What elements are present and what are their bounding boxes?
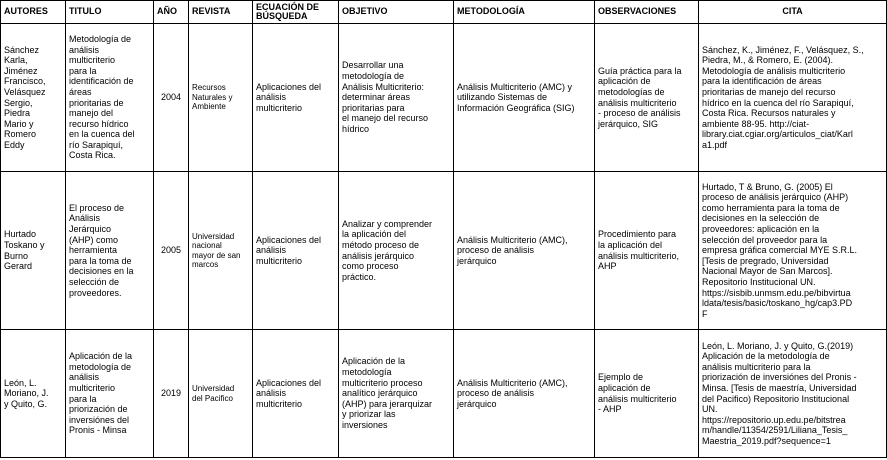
cell-cita: Hurtado, T & Bruno, G. (2005) El proceso de análisis jerárquico (AHP) como herramienta para la toma de decisiones en la selección de proveedores: aplicación en la selección del proveedor para la empresa gráfica comercial MYE S.R.L. [Tesis de pregrado, Universidad Nacional Mayor de San Marcos]. Repositorio Institucional UN. https://sisbib.unmsm.edu.pe/bibvirtua ldata/tesis/basic/toskano_hg/cap3.PD F — [699, 172, 887, 330]
cell-anio: 2004 — [154, 24, 189, 172]
header-cita: CITA — [699, 1, 887, 24]
cell-revista: Universidad nacional mayor de san marcos — [189, 172, 253, 330]
cell-observaciones: Procedimiento para la aplicación del análisis multicriterio, AHP — [595, 172, 699, 330]
header-autores: AUTORES — [1, 1, 66, 24]
cell-anio: 2005 — [154, 172, 189, 330]
cell-autores: Sánchez Karla, Jiménez Francisco, Velásquez Sergio, Piedra Mario y Romero Eddy — [1, 24, 66, 172]
cell-ecuacion: Aplicaciones del análisis multicriterio — [253, 330, 339, 458]
table-row — [1, 330, 887, 458]
cell-cita: Sánchez, K., Jiménez, F., Velásquez, S., Piedra, M., & Romero, E. (2004). Metodología de análisis multicriterio para la identificación de áreas prioritarias de manejo del recurso hídrico en la cuenca del río Sarapiquí, Costa Rica. Recursos naturales y ambiente 88-95. http://ciat- library.ciat.cgiar.org/articulos_ciat/Karl a1.pdf — [699, 24, 887, 172]
cell-metodologia: Análisis Multicriterio (AMC) y utilizando Sistemas de Información Geográfica (SIG) — [454, 24, 595, 172]
cell-ecuacion: Aplicaciones del análisis multicriterio — [253, 172, 339, 330]
cell-anio: 2019 — [154, 330, 189, 458]
cell-observaciones: Ejemplo de aplicación de análisis multicriterio - AHP — [595, 330, 699, 458]
cell-cita: León, L. Moriano, J. y Quito, G.(2019) Aplicación de la metodología de análisis multicriterio para la priorización de inversiónes del Pronis - Minsa. [Tesis de maestría, Universidad del Pacifico) Repositorio Institucional UN. https://repositorio.up.edu.pe/bitstrea m/handle/11354/2591/Liliana_Tesis_ Maestria_2019.pdf?sequence=1 — [699, 330, 887, 458]
cell-objetivo: Aplicación de la metodología multicriterio proceso analítico jerárquico (AHP) para jerarquizar y priorizar las inversiones — [339, 330, 454, 458]
cell-revista: Universidad del Pacifico — [189, 330, 253, 458]
header-ecuacion: ECUACIÓN DE BÚSQUEDA — [253, 1, 339, 24]
header-revista: REVISTA — [189, 1, 253, 24]
cell-autores: León, L. Moriano, J. y Quito, G. — [1, 330, 66, 458]
cell-titulo: Aplicación de la metodología de análisis multicriterio para la priorización de inversiónes del Pronis - Minsa — [66, 330, 154, 458]
table-row — [1, 172, 887, 330]
cell-revista: Recursos Naturales y Ambiente — [189, 24, 253, 172]
cell-titulo: El proceso de Análisis Jerárquico (AHP) como herramienta para la toma de decisiones en la selección de proveedores. — [66, 172, 154, 330]
cell-metodologia: Análisis Multicriterio (AMC), proceso de análisis jerárquico — [454, 330, 595, 458]
header-observaciones: OBSERVACIONES — [595, 1, 699, 24]
cell-titulo: Metodología de análisis multicriterio para la identificación de áreas prioritarias de manejo del recurso hídrico en la cuenca del río Sarapiquí, Costa Rica. — [66, 24, 154, 172]
header-metodologia: METODOLOGÍA — [454, 1, 595, 24]
cell-observaciones: Guía práctica para la aplicación de metodologías de análisis multicriterio - proceso de análisis jerárquico, SIG — [595, 24, 699, 172]
cell-objetivo: Analizar y comprender la aplicación del método proceso de análisis jerárquico como proceso práctico. — [339, 172, 454, 330]
cell-objetivo: Desarrollar una metodología de Análisis Multicriterio: determinar áreas prioritarias para el manejo del recurso hídrico — [339, 24, 454, 172]
header-anio: AÑO — [154, 1, 189, 24]
cell-ecuacion: Aplicaciones del análisis multicriterio — [253, 24, 339, 172]
cell-metodologia: Análisis Multicriterio (AMC), proceso de análisis jerárquico — [454, 172, 595, 330]
header-row — [1, 1, 887, 24]
header-objetivo: OBJETIVO — [339, 1, 454, 24]
cell-autores: Hurtado Toskano y Burno Gerard — [1, 172, 66, 330]
header-titulo: TITULO — [66, 1, 154, 24]
table-row — [1, 24, 887, 172]
